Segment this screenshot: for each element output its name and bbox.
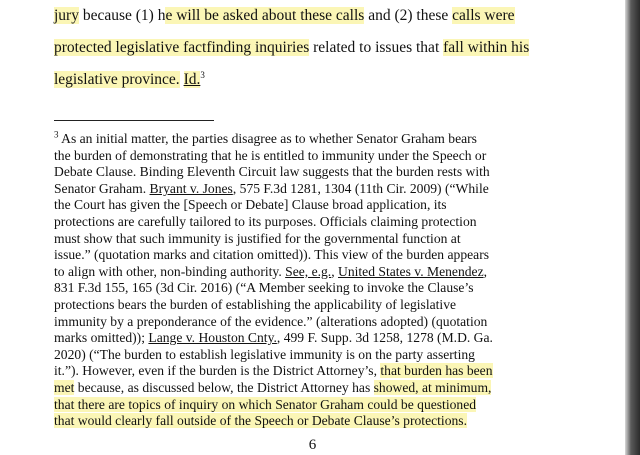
footnote-line [54,231,619,248]
text-span [180,71,184,88]
footnote-line [54,214,619,231]
text-span: because, as discussed below, the District Attorney has [74,379,374,395]
highlighted-text: calls were [452,7,515,24]
footnote-marker: 3 [54,129,59,140]
text-span: issue.” (quotation marks and citation omitted)). This view of the burden appears [54,247,490,263]
footnote-line [54,330,619,347]
text-span: marks omitted)); [54,330,149,346]
highlighted-text: that would clearly fall outside of the Speech or Debate Clause’s protections. [54,413,467,429]
footnote-marker: 3 [200,69,205,80]
footnote-line [54,297,619,314]
text-span: it.”). However, even if the burden is the District Attorney’s, [54,363,381,379]
highlighted-text: e will be asked about these calls [165,7,365,24]
text-span: the Court has given the [Speech or Debate] Clause broad application, its [54,197,447,213]
body-line [54,0,614,32]
footnote-line [54,197,619,214]
page-edge-shadow [625,0,640,455]
text-span: protections bears the burden of establishing the applicability of legislative [54,296,457,312]
text-span: because (1) h [78,7,166,24]
highlighted-text: showed, at minimum, [373,379,492,395]
highlighted-text: protected legislative factfinding inquiries [54,39,310,56]
footnote-line [54,148,619,165]
text-span: the burden of demonstrating that he is entitled to immunity under the Speech or [54,147,487,163]
footnote-line [54,280,619,297]
text-span: Debate Clause. Binding Eleventh Circuit law suggests that the burden rests with [54,164,490,180]
footnote-line [54,363,619,380]
text-span: protections are carefully tailored to its purposes. Officials claiming protection [54,213,477,229]
page-number: 6 [308,437,317,453]
text-span: must show that such immunity is justified for the governmental function at [54,230,461,246]
highlighted-text: legislative province. [54,71,180,88]
highlighted-text: that there are topics of inquiry on which Senator Graham could be questioned [54,396,477,412]
body-line [54,64,614,96]
text-span: 831 F.3d 155, 165 (3d Cir. 2016) (“A Member seeking to invoke the Clause’s [54,280,474,296]
text-span: 2020) (“The burden to establish legislative immunity is on the party asserting [54,346,475,362]
highlighted-text: met [54,379,75,395]
text-span: Senator Graham. [54,180,150,196]
citation-text: Lange v. Houston Cnty. [148,330,277,346]
footnote-line [54,264,619,281]
body-paragraph [54,0,614,96]
text-span: As an initial matter, the parties disagree as to whether Senator Graham bears [58,131,477,146]
highlighted-text: that burden has been [380,363,493,379]
text-span: , 575 F.3d 1281, 1304 (11th Cir. 2009) (“While [232,180,489,196]
footnote-line [54,131,619,148]
footnote-line [54,380,619,397]
footnote-line [54,413,619,430]
highlighted-text: fall within his [443,39,530,56]
footnote-separator [54,120,214,121]
citation-text: See, e.g. [285,263,332,279]
body-line [54,32,614,64]
text-span: immunity by a preponderance of the evidence.” (alterations adopted) (quotation [54,313,488,329]
footnote-line [54,347,619,364]
citation-text: Id. [183,71,201,88]
footnote-line [54,397,619,414]
highlighted-text: jury [54,7,79,24]
footnote-line [54,181,619,198]
text-span: and (2) these [364,7,453,24]
text-span: related to issues that [309,39,444,56]
text-span: , [483,263,488,279]
text-span: to align with other, non-binding authority. [54,263,286,279]
text-span: , 499 F. Supp. 3d 1258, 1278 (M.D. Ga. [276,330,493,346]
text-span: , [331,263,339,279]
footnote-line [54,164,619,181]
citation-text: Bryant v. Jones [149,180,233,196]
citation-text: United States v. Menendez [338,263,484,279]
footnote-line [54,247,619,264]
footnote-3 [54,131,619,430]
footnote-line [54,314,619,331]
